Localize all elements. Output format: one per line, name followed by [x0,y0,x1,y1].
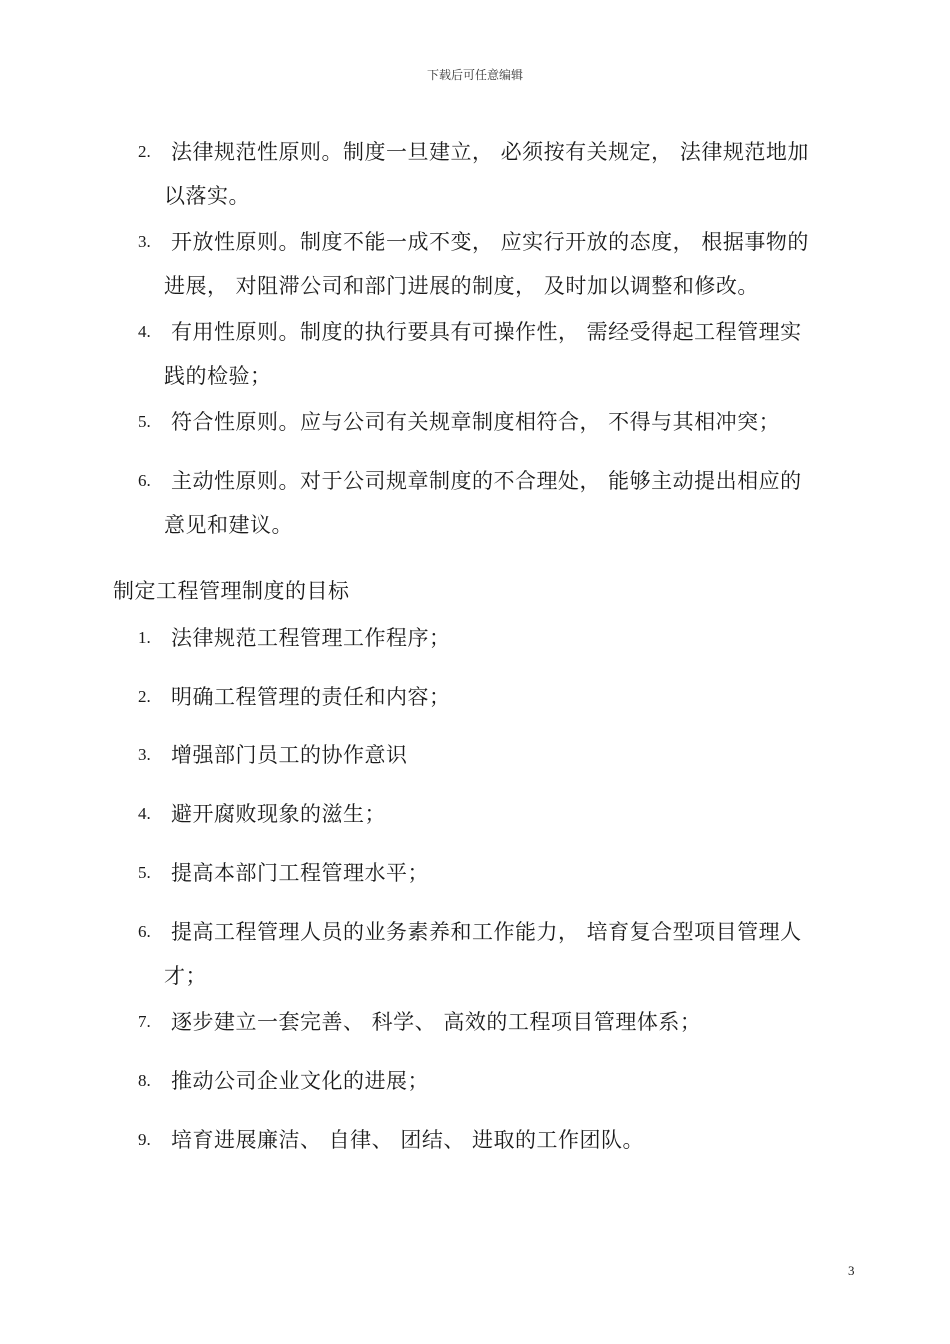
list-item-text: 避开腐败现象的滋生； [171,802,386,826]
list-item-number: 5. [138,412,151,431]
list-item-text: 法律规范性原则。制度一旦建立， 必须按有关规定， 法律规范地加 [171,140,809,164]
page-header: 下载后可任意编辑 [426,68,523,82]
list-item-number: 4. [138,804,151,823]
list-item-number: 6. [138,922,151,941]
list-item-text: 提高工程管理人员的业务素养和工作能力， 培育复合型项目管理人 [171,920,802,944]
list-item-text-continued: 意见和建议。 [164,513,293,537]
list-item-text: 推动公司企业文化的进展； [171,1069,429,1093]
list-item-text: 开放性原则。制度不能一成不变， 应实行开放的态度， 根据事物的 [171,230,809,254]
page-number: 3 [848,1263,855,1278]
list-item-text-continued: 进展， 对阻滞公司和部门进展的制度， 及时加以调整和修改。 [164,274,759,298]
list-item-text: 提高本部门工程管理水平； [171,861,429,885]
list-item-text-continued: 以落实。 [164,184,250,208]
list-item-number: 2. [138,142,151,161]
list-item-number: 5. [138,863,151,882]
list-item-number: 6. [138,471,151,490]
list-item-number: 4. [138,322,151,341]
list-item-text-continued: 践的检验； [164,364,272,388]
list-item-text: 法律规范工程管理工作程序； [171,626,451,650]
list-item-text: 有用性原则。制度的执行要具有可操作性， 需经受得起工程管理实 [171,320,802,344]
list-item-number: 1. [138,628,151,647]
list-item-number: 3. [138,232,151,251]
list-item-text: 主动性原则。对于公司规章制度的不合理处， 能够主动提出相应的 [171,469,802,493]
list-item-number: 2. [138,687,151,706]
section-heading: 制定工程管理制度的目标 [113,579,350,603]
list-item-text: 培育进展廉洁、 自律、 团结、 进取的工作团队。 [171,1128,645,1152]
list-item-number: 3. [138,745,151,764]
list-item-text-continued: 才； [164,964,207,988]
list-item-text: 符合性原则。应与公司有关规章制度相符合， 不得与其相冲突； [171,410,781,434]
list-item-number: 9. [138,1130,151,1149]
list-item-number: 7. [138,1012,151,1031]
list-item-text: 逐步建立一套完善、 科学、 高效的工程项目管理体系； [171,1010,702,1034]
list-item-number: 8. [138,1071,151,1090]
list-item-text: 增强部门员工的协作意识 [171,743,408,767]
list-item-text: 明确工程管理的责任和内容； [171,685,451,709]
